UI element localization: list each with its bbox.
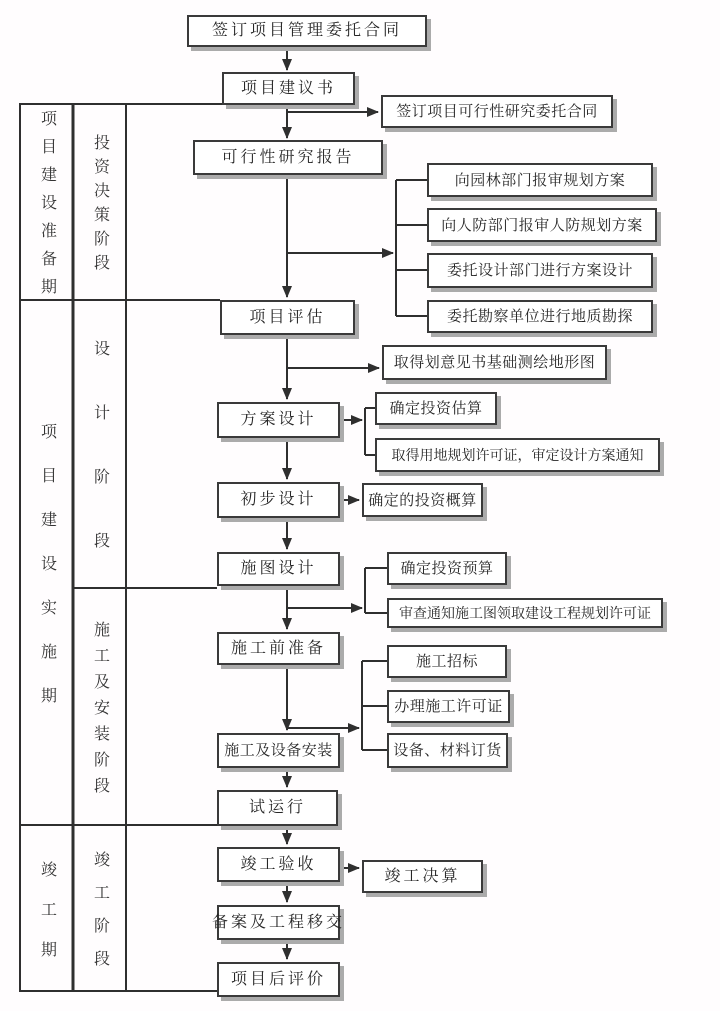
node-project-proposal: 项目建议书 — [222, 72, 355, 105]
stage-cell-investment-decision-stage: 投资决策阶段 — [91, 133, 109, 278]
node-entrust-scheme-design: 委托设计部门进行方案设计 — [427, 253, 653, 288]
node-obtain-topographic-map: 取得划意见书基础测绘地形图 — [382, 345, 607, 380]
node-sign-management-contract: 签订项目管理委托合同 — [187, 15, 427, 47]
stage-cell-design-stage: 设计阶段 — [91, 340, 109, 596]
node-scheme-design: 方案设计 — [217, 402, 340, 438]
node-construction-bidding: 施工招标 — [387, 645, 507, 678]
node-construction-drawing-design: 施图设计 — [217, 552, 340, 586]
node-filing-project-handover: 备案及工程移交 — [217, 905, 340, 940]
stage-cell-construction-install-stage: 施工及安装阶段 — [91, 620, 109, 803]
node-report-civil-defense-plan: 向人防部门报审人防规划方案 — [427, 208, 657, 242]
node-entrust-geological-survey: 委托勘察单位进行地质勘探 — [427, 300, 653, 333]
node-report-landscape-plan: 向园林部门报审规划方案 — [427, 163, 653, 197]
node-investment-rough-budget: 确定的投资概算 — [362, 483, 483, 517]
stage-cell-completion-period: 竣工期 — [38, 860, 56, 981]
node-post-project-evaluation: 项目后评价 — [217, 962, 340, 997]
node-project-evaluation: 项目评估 — [220, 300, 355, 335]
node-completion-acceptance: 竣工验收 — [217, 847, 340, 882]
node-trial-run: 试运行 — [217, 790, 338, 826]
stage-cell-preparation-period: 项目建设准备期 — [38, 109, 56, 306]
node-equipment-material-order: 设备、材料订货 — [387, 733, 508, 768]
node-investment-estimate: 确定投资估算 — [375, 392, 497, 425]
node-investment-budget: 确定投资预算 — [387, 552, 507, 585]
node-feasibility-report: 可行性研究报告 — [193, 140, 383, 175]
node-drawing-review-permit: 审查通知施工图领取建设工程规划许可证 — [387, 598, 663, 628]
node-preliminary-design: 初步设计 — [217, 482, 340, 518]
stage-cell-completion-stage: 竣工阶段 — [91, 850, 109, 983]
node-pre-construction-preparation: 施工前准备 — [217, 632, 340, 665]
stage-cell-implementation-period: 项目建设实施期 — [38, 422, 56, 731]
node-completion-final-accounts: 竣工决算 — [362, 860, 483, 893]
node-construction-permit: 办理施工许可证 — [387, 690, 510, 723]
node-land-permit-notice: 取得用地规划许可证，审定设计方案通知 — [375, 438, 660, 472]
node-feasibility-study-contract: 签订项目可行性研究委托合同 — [381, 95, 613, 128]
node-construction-equipment-install: 施工及设备安装 — [217, 733, 340, 768]
